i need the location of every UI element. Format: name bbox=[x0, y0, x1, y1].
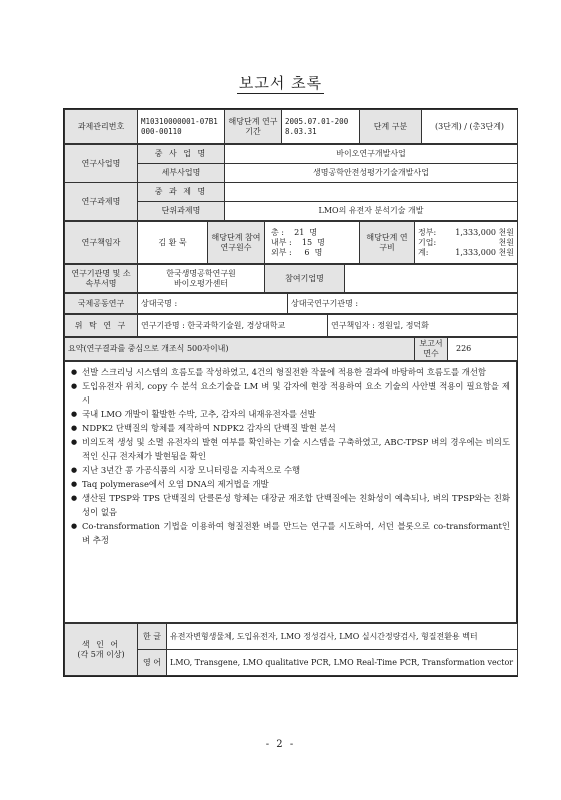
mgmt-number-value: M10310000001-07B1000-00110 bbox=[138, 110, 225, 144]
participant-total: 총 : 21 명 bbox=[271, 227, 318, 237]
summary-cell bbox=[65, 362, 517, 623]
org-value bbox=[138, 265, 265, 293]
participant-external: 외부 : 6 명 bbox=[271, 247, 323, 257]
summary-label: 요약(연구결과를 중심으로 개조식 500자이내) bbox=[65, 338, 415, 361]
keywords-ko-value: 유전자변형생물체, 도입유전자, LMO 정성검사, LMO 실시간정량검사, 형질전환용 벡터 bbox=[167, 624, 518, 650]
research-cost-label: 해당단계 연구비 bbox=[360, 222, 415, 264]
cost-corp-label: 기업: bbox=[418, 237, 437, 247]
mid-program-value: 바이오연구개발사업 bbox=[225, 145, 518, 164]
program-label: 연구사업명 bbox=[65, 145, 138, 183]
participant-count-label: 해당단계 참여연구원수 bbox=[208, 222, 265, 264]
keywords-ko-label: 한 글 bbox=[138, 624, 167, 650]
summary-item: ● Taq polymerase에서 오염 DNA의 제거법을 개발 bbox=[71, 477, 510, 491]
org-dept: 바이오평가센터 bbox=[173, 278, 229, 288]
row-researcher bbox=[64, 221, 518, 264]
participant-internal: 내부 : 15 명 bbox=[271, 237, 325, 247]
keywords-sublabel: (각 5개 이상) bbox=[77, 649, 125, 659]
page-title-text: 보고서 초록 bbox=[238, 74, 323, 92]
summary-item: ● NDPK2 단백질의 항체를 제작하여 NDPK2 감자의 단백질 발현 분석 bbox=[71, 421, 510, 435]
stage-period-label: 해당단계 연구기간 bbox=[225, 110, 282, 144]
summary-body bbox=[64, 361, 517, 623]
summary-item: ● 선발 스크리닝 시스템의 흐름도를 작성하였고, 4건의 형질전환 작물에 적용한 결과에 바탕하여 흐름도를 개선함 bbox=[71, 365, 510, 379]
partner-value bbox=[345, 265, 518, 293]
keywords-label-cell bbox=[65, 624, 138, 676]
intl-label: 국제공동연구 bbox=[65, 294, 138, 314]
summary-item: ● 국내 LMO 개발이 활발한 수박, 고추, 감자의 내재유전자를 선발 bbox=[71, 407, 510, 421]
row-international bbox=[64, 293, 518, 314]
stage-type-label: 단계 구분 bbox=[360, 110, 422, 144]
pages-label: 보고서 면수 bbox=[415, 338, 448, 361]
consign-label: 위 탁 연 구 bbox=[65, 315, 138, 337]
keywords-en-label: 영 어 bbox=[138, 650, 167, 676]
mid-program-label: 중 사 업 명 bbox=[138, 145, 225, 164]
cost-corp-row bbox=[418, 238, 514, 248]
summary-item: ● 생산된 TPSP와 TPS 단백질의 단클론성 항체는 대장균 재조합 단백질에는 친화성이 예측되나, 벼의 TPSP와는 친화성이 없음 bbox=[71, 491, 510, 519]
row-consignment bbox=[64, 314, 518, 337]
project-label: 연구과제명 bbox=[65, 183, 138, 221]
research-costs bbox=[415, 222, 518, 264]
partner-label: 참여기업명 bbox=[265, 265, 345, 293]
abstract-form bbox=[63, 108, 518, 677]
sub-program-value: 생명공학안전성평가기술개발사업 bbox=[225, 164, 518, 183]
pages-value: 226 bbox=[448, 338, 518, 361]
summary-item: ● 비의도적 생성 및 소멸 유전자의 발현 여부를 확인하는 기술 시스템을 구축하였고, ABC-TPSP 벼의 경우에는 비의도적인 신규 전자체가 발현됨을 확인 bbox=[71, 435, 510, 463]
keywords-en-value: LMO, Transgene, LMO qualitative PCR, LMO Real-Time PCR, Transformation vector bbox=[167, 650, 518, 676]
researcher-name: 김 환 묵 bbox=[138, 222, 208, 264]
stage-value: (3단계) / (총3단계) bbox=[422, 110, 518, 144]
consign-head: 연구책임자 : 정원일, 정덕화 bbox=[328, 315, 518, 337]
cost-sum-amount: 1,333,000 천원 bbox=[455, 247, 514, 257]
rows-program-project bbox=[64, 144, 518, 221]
org-label: 연구기관명 및 소속부서명 bbox=[65, 265, 138, 293]
cost-corp-amount: 천원 bbox=[498, 237, 514, 247]
intl-org: 상대국연구기관명 : bbox=[288, 294, 518, 314]
summary-item: ● Co-transformation 기법을 이용하여 형질전환 벼를 만드는 연구를 시도하여, 서던 블롯으로 co-transformant인 벼 추정 bbox=[71, 519, 510, 547]
sub-program-label: 세부사업명 bbox=[138, 164, 225, 183]
consign-org: 연구기관명 : 한국과학기술원, 경상대학교 bbox=[138, 315, 328, 337]
page-number: - 2 - bbox=[265, 739, 296, 750]
period-value: 2005.07.01-2008.03.31 bbox=[282, 110, 360, 144]
keywords-label: 색 인 어 bbox=[81, 639, 121, 649]
cost-sum-label: 계: bbox=[418, 247, 429, 257]
row-summary-header bbox=[64, 337, 518, 361]
mgmt-number-label: 과제관리번호 bbox=[65, 110, 138, 144]
row-organization bbox=[64, 264, 518, 293]
page-title bbox=[0, 72, 561, 93]
cost-gov-amount: 1,333,000 천원 bbox=[455, 227, 514, 237]
unit-project-label: 단위과제명 bbox=[138, 202, 225, 221]
summary-list bbox=[67, 363, 514, 553]
summary-item: ● 지난 3년간 콩 가공식품의 시장 모니터링을 지속적으로 수행 bbox=[71, 463, 510, 477]
cost-sum-row bbox=[418, 248, 514, 258]
org-name: 한국생명공학연구원 bbox=[166, 268, 236, 278]
row-keywords bbox=[64, 623, 518, 676]
unit-project-value: LMO의 유전자 분석기술 개발 bbox=[225, 202, 518, 221]
cost-gov-label: 정부: bbox=[418, 227, 437, 237]
major-project-label: 중 과 제 명 bbox=[138, 183, 225, 202]
summary-item: ● 도입유전자 위치, copy 수 분석 요소기술을 LM 벼 및 감자에 현장 적용하여 요소 기술의 사안별 적용이 필요함을 제시 bbox=[71, 379, 510, 407]
participant-counts bbox=[265, 222, 360, 264]
intl-country: 상대국명 : bbox=[138, 294, 288, 314]
cost-gov-row bbox=[418, 228, 514, 238]
row-management bbox=[64, 109, 518, 144]
major-project-value bbox=[225, 183, 518, 202]
researcher-label: 연구책임자 bbox=[65, 222, 138, 264]
